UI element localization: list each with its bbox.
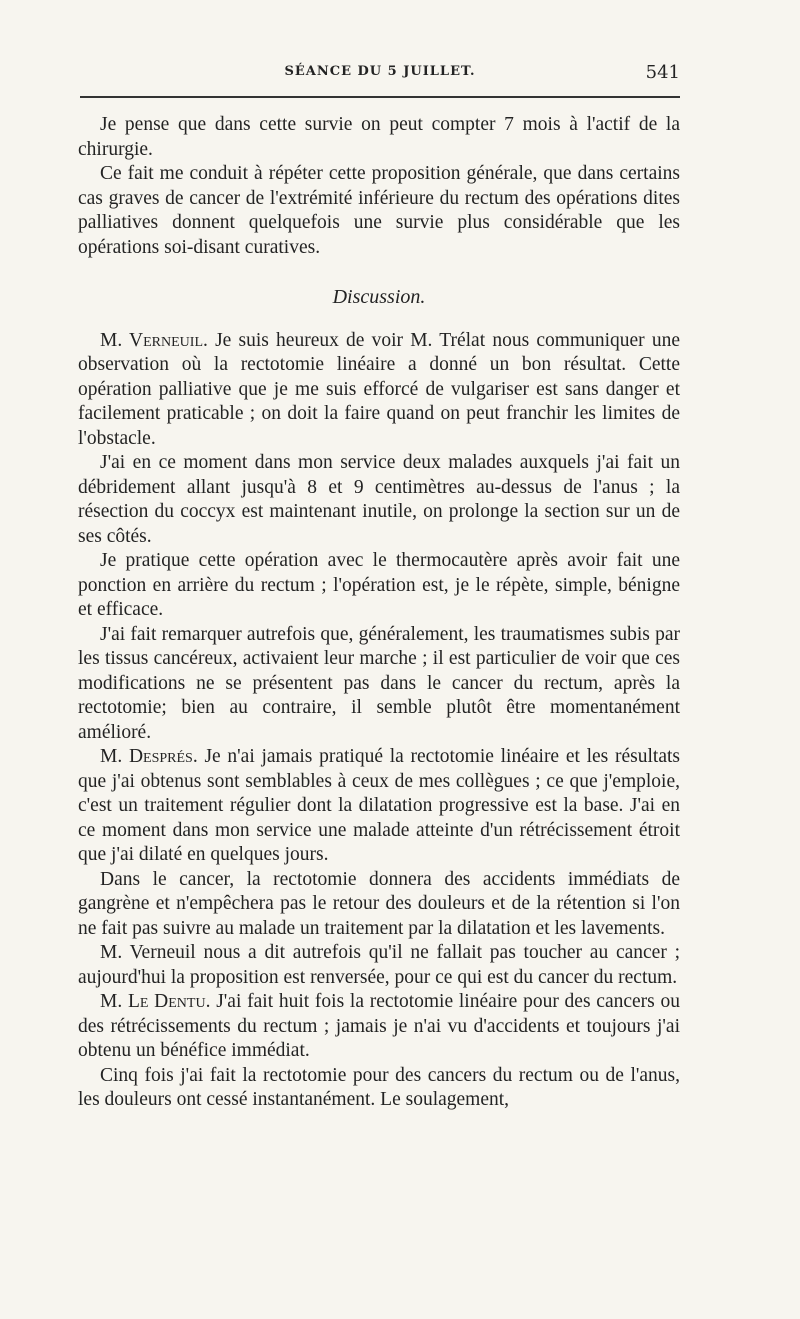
paragraph-7-text: Je n'ai jamais pratiqué la rectotomie linéaire et les résultats que j'ai obtenus sont semblables à ceux de mes collègues ; ce que j'emploie, c'est un traitement régulier dont la dilatation progressive est la base. J'ai en ce moment dans mon service une malade atteinte d'un rétrécissement étroit que j'ai dilaté en quelques jours. [78,746,680,865]
paragraph-6: J'ai fait remarquer autrefois que, généralement, les traumatismes subis par les tissus cancéreux, activaient leur marche ; il est particulier de voir que ces modifications ne se présentent pas dans le cancer du rectum, après la rectotomie; bien au contraire, il semble plutôt être momentanément amélioré. [78,623,680,743]
page-number: 541 [645,62,680,83]
speaker-verneuil: M. Verneuil. [100,329,208,351]
paragraph-10-text: J'ai fait huit fois la rectotomie linéaire pour des cancers ou des rétrécissements du rectum ; jamais je n'ai vu d'accidents et toujours j'ai obtenu un bénéfice immédiat. [78,991,680,1061]
header-rule [80,96,680,98]
paragraph-11: Cinq fois j'ai fait la rectotomie pour des cancers du rectum ou de l'anus, les douleurs ont cessé instantanément. Le soulagement, [78,1064,680,1110]
body-text [78,113,680,1113]
running-head: SÉANCE DU 5 JUILLET. [284,64,476,79]
paragraph-5: Je pratique cette opération avec le thermocautère après avoir fait une ponction en arrière du rectum ; l'opération est, je le répète, simple, bénigne et efficace. [78,550,680,620]
paragraph-9: M. Verneuil nous a dit autrefois qu'il ne fallait pas toucher au cancer ; aujourd'hui la proposition est renversée, pour ce qui est du cancer du rectum. [78,942,680,988]
paragraph-2: Ce fait me conduit à répéter cette proposition générale, que dans certains cas graves de cancer de l'extrémité inférieure du rectum des opérations dites palliatives donnent quelquefois une survie plus considérable que les opérations soi-disant curatives. [78,163,680,258]
speaker-despres: M. Després. [100,746,198,767]
paragraph-3 [78,329,680,452]
paragraph-10 [78,990,680,1064]
paragraph-8: Dans le cancer, la rectotomie donnera des accidents immédiats de gangrène et n'empêchera pas le retour des douleurs et de la rétention si l'on ne fait pas suivre au malade un traitement par la dilatation et les lavements. [78,868,680,939]
paragraph-3-text: Je suis heureux de voir M. Trélat nous communiquer une observation où la rectotomie linéaire a donné un bon résultat. Cette opération palliative que je me suis efforcé de vulgariser est sans danger et facilement praticable ; on doit la faire quand on peut franchir les limites de l'obstacle. [78,329,680,449]
page-header [80,62,680,86]
section-heading: Discussion. [332,286,426,308]
paragraph-1: Je pense que dans cette survie on peut compter 7 mois à l'actif de la chirurgie. [78,114,680,160]
speaker-le-dentu: M. Le Dentu. [100,991,211,1012]
paragraph-4: J'ai en ce moment dans mon service deux malades auxquels j'ai fait un débridement allant jusqu'à 8 et 9 centimètres au-dessus de l'anus ; la résection du coccyx est maintenant inutile, on prolonge la section sur un de ses côtés. [78,452,680,547]
paragraph-7 [78,745,680,868]
